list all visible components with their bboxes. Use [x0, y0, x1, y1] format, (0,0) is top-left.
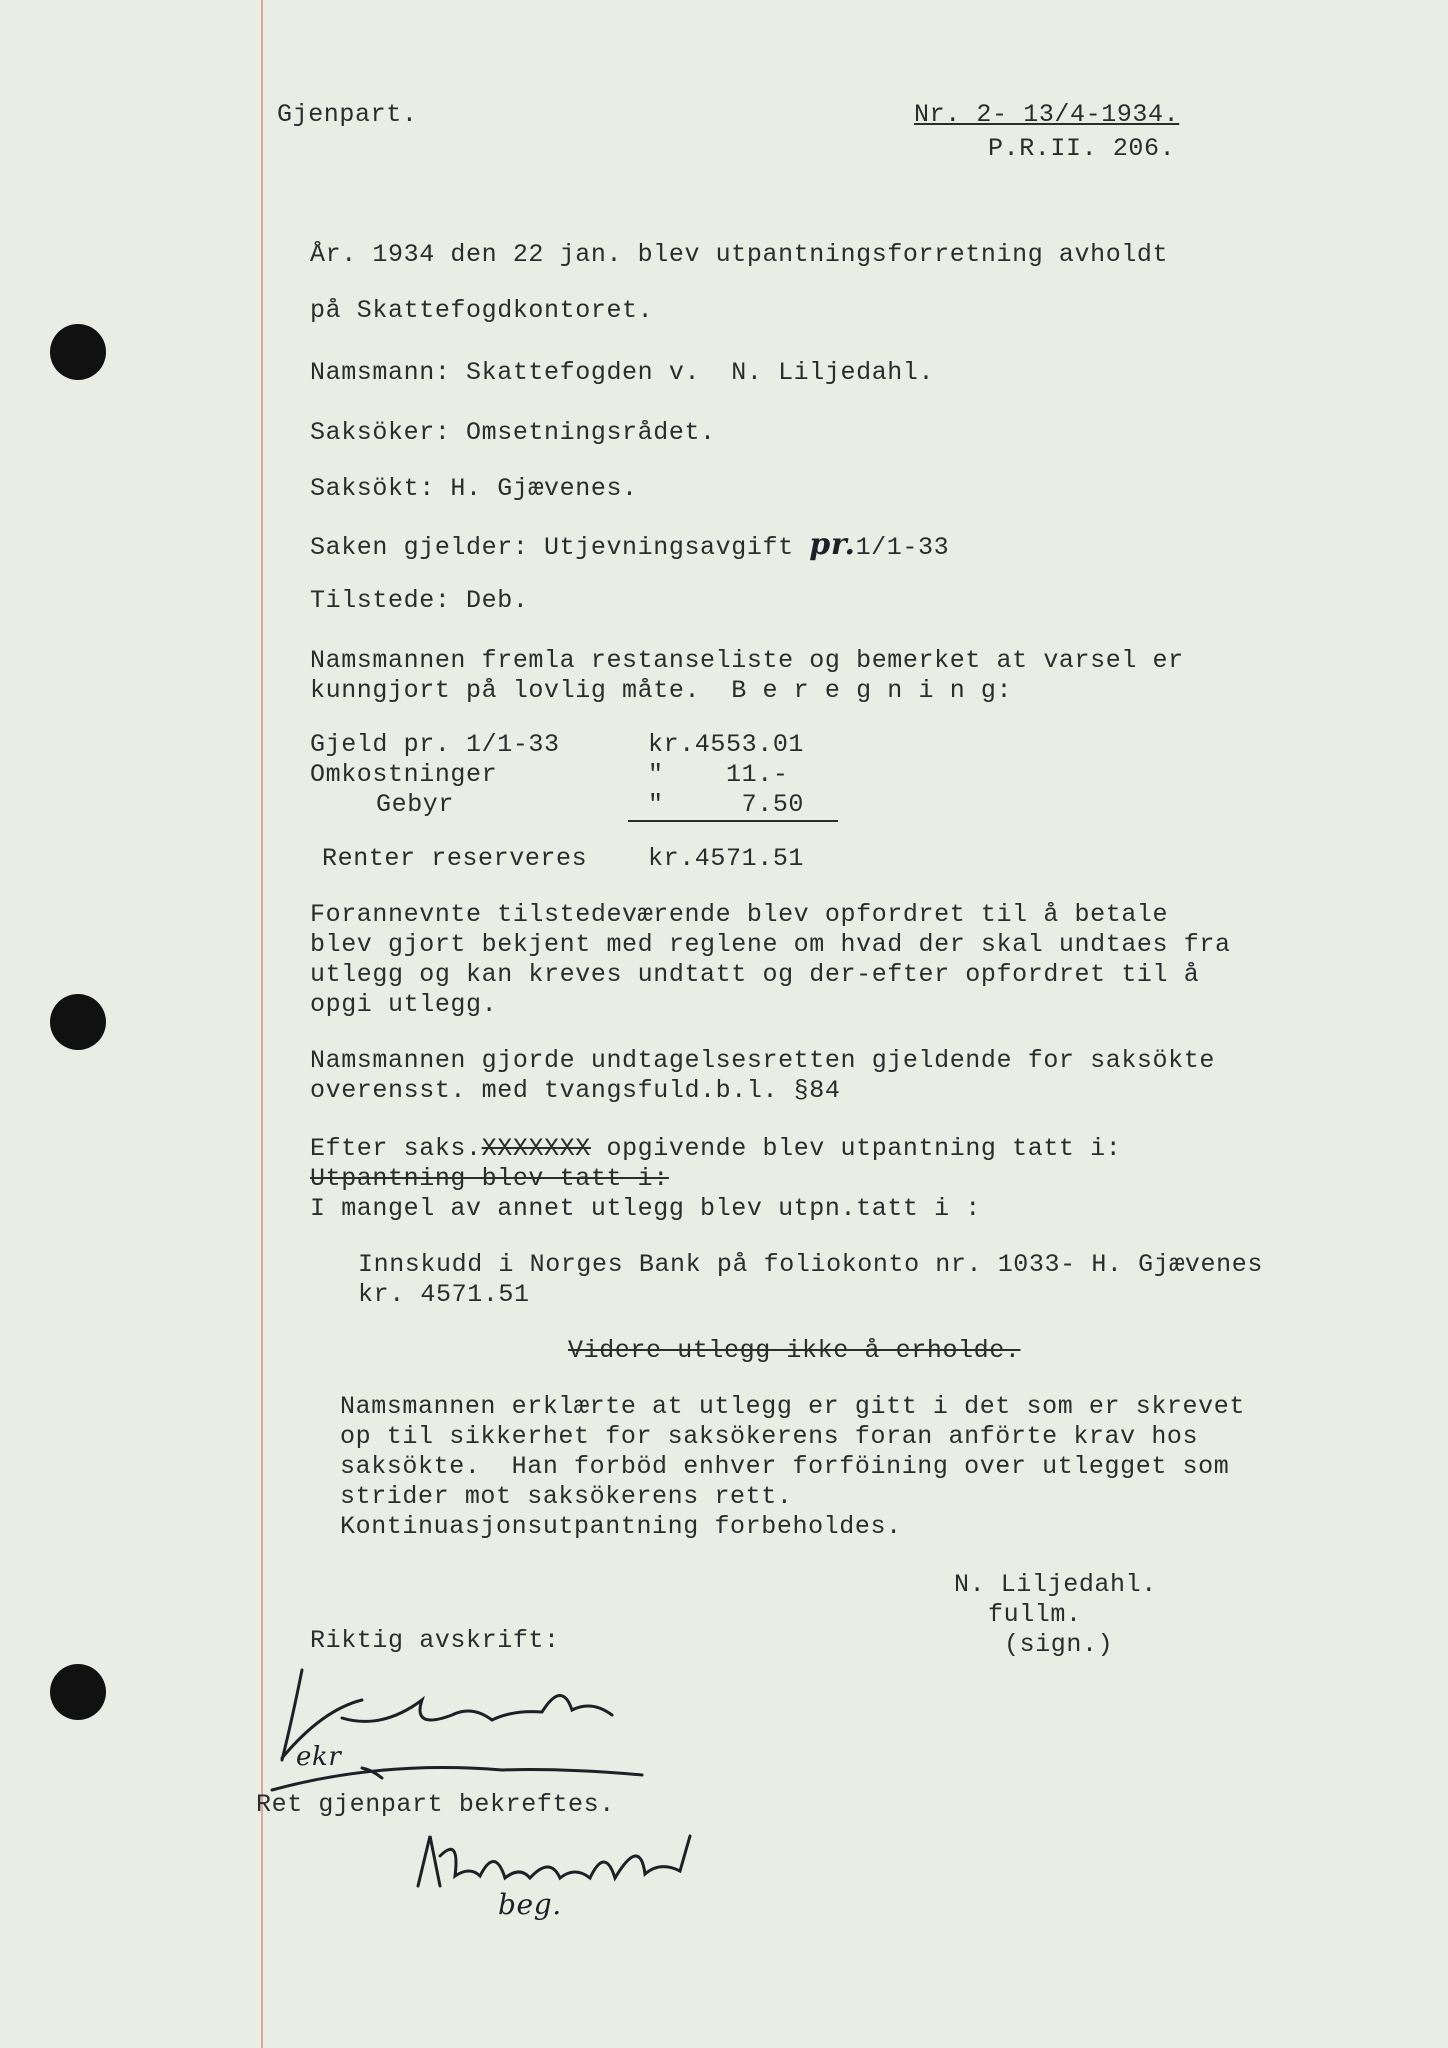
foran-line-2: blev gjort bekjent med reglene om hvad der skal undtaes fra — [310, 930, 1231, 959]
riktig-avskrift: Riktig avskrift: — [310, 1626, 560, 1655]
calc-label-3: Gebyr — [376, 790, 455, 819]
erklaerte-line-4: strider mot saksökerens rett. — [340, 1482, 793, 1511]
intro-line-2: på Skattefogdkontoret. — [310, 296, 654, 325]
calc-value-3: " 7.50 — [648, 790, 805, 819]
erklaerte-line-1: Namsmannen erklærte at utlegg er gitt i det som er skrevet — [340, 1392, 1245, 1421]
calc-label-2: Omkostninger — [310, 760, 498, 789]
saksokt-line: Saksökt: H. Gjævenes. — [310, 474, 638, 503]
signer-sign: (sign.) — [1004, 1630, 1114, 1659]
erklaerte-line-2: op til sikkerhet for saksökerens foran anförte krav hos — [340, 1422, 1199, 1451]
signer-name: N. Liljedahl. — [954, 1570, 1157, 1599]
calc-value-1: kr.4553.01 — [648, 730, 805, 759]
foran-line-4: opgi utlegg. — [310, 990, 498, 1019]
calc-value-2: " 11.- — [648, 760, 789, 789]
punch-hole-icon — [50, 324, 106, 380]
punch-hole-icon — [50, 1664, 106, 1720]
foran-line-3: utlegg og kan kreves undtatt og der-efter opfordret til å — [310, 960, 1200, 989]
punch-hole-icon — [50, 994, 106, 1050]
saken-line — [310, 527, 950, 563]
namsmannen-line-2: kunngjort på lovlig måte. B e r e g n i n g: — [310, 676, 1013, 705]
efter-line — [310, 1134, 1121, 1164]
renter-label: Renter reserveres — [322, 844, 588, 873]
header-reference-2: P.R.II. 206. — [988, 134, 1176, 163]
erklaerte-line-5: Kontinuasjonsutpantning forbeholdes. — [340, 1512, 902, 1541]
videre-struck: Videre utlegg ikke å erholde. — [568, 1336, 1021, 1365]
sum-rule — [628, 820, 838, 822]
handwritten-pr: pr. — [809, 527, 856, 562]
handwritten-ekr: ekr — [296, 1742, 342, 1772]
intro-line-1: År. 1934 den 22 jan. blev utpantningsforretning avholdt — [310, 240, 1169, 269]
efter-prefix: Efter saks. — [310, 1134, 482, 1163]
efter-suffix: opgivende blev utpantning tatt i: — [590, 1134, 1122, 1163]
tilstede-line: Tilstede: Deb. — [310, 586, 529, 615]
signature-kane — [262, 1640, 682, 1800]
undtagelse-line-2: overensst. med tvangsfuld.b.l. §84 — [310, 1076, 841, 1105]
saken-suffix: 1/1-33 — [855, 533, 950, 562]
header-gjenpart: Gjenpart. — [277, 100, 418, 129]
header-reference: Nr. 2- 13/4-1934. — [914, 100, 1180, 129]
namsmann-line: Namsmann: Skattefogden v. N. Liljedahl. — [310, 358, 935, 387]
namsmannen-line-1: Namsmannen fremla restanseliste og bemerket at varsel er — [310, 646, 1184, 675]
erklaerte-line-3: saksökte. Han forböd enhver forföining over utlegget som — [340, 1452, 1230, 1481]
mangel-line: I mangel av annet utlegg blev utpn.tatt i : — [310, 1194, 981, 1223]
handwritten-beg: beg. — [498, 1888, 562, 1921]
innskudd-line-2: kr. 4571.51 — [358, 1280, 530, 1309]
renter-value: kr.4571.51 — [648, 844, 805, 873]
ret-gjenpart: Ret gjenpart bekreftes. — [256, 1790, 615, 1819]
foran-line-1: Forannevnte tilstedeværende blev opfordret til å betale — [310, 900, 1169, 929]
innskudd-line-1: Innskudd i Norges Bank på foliokonto nr. 1033- H. Gjævenes — [358, 1250, 1263, 1279]
calc-label-1: Gjeld pr. 1/1-33 — [310, 730, 560, 759]
utpantning-line: Utpantning blev tatt i: — [310, 1164, 669, 1193]
efter-struck: XXXXXXX — [481, 1134, 591, 1163]
saksoker-line: Saksöker: Omsetningsrådet. — [310, 418, 716, 447]
signer-title: fullm. — [988, 1600, 1082, 1629]
saken-prefix: Saken gjelder: Utjevningsavgift — [310, 533, 810, 562]
undtagelse-line-1: Namsmannen gjorde undtagelsesretten gjeldende for saksökte — [310, 1046, 1215, 1075]
